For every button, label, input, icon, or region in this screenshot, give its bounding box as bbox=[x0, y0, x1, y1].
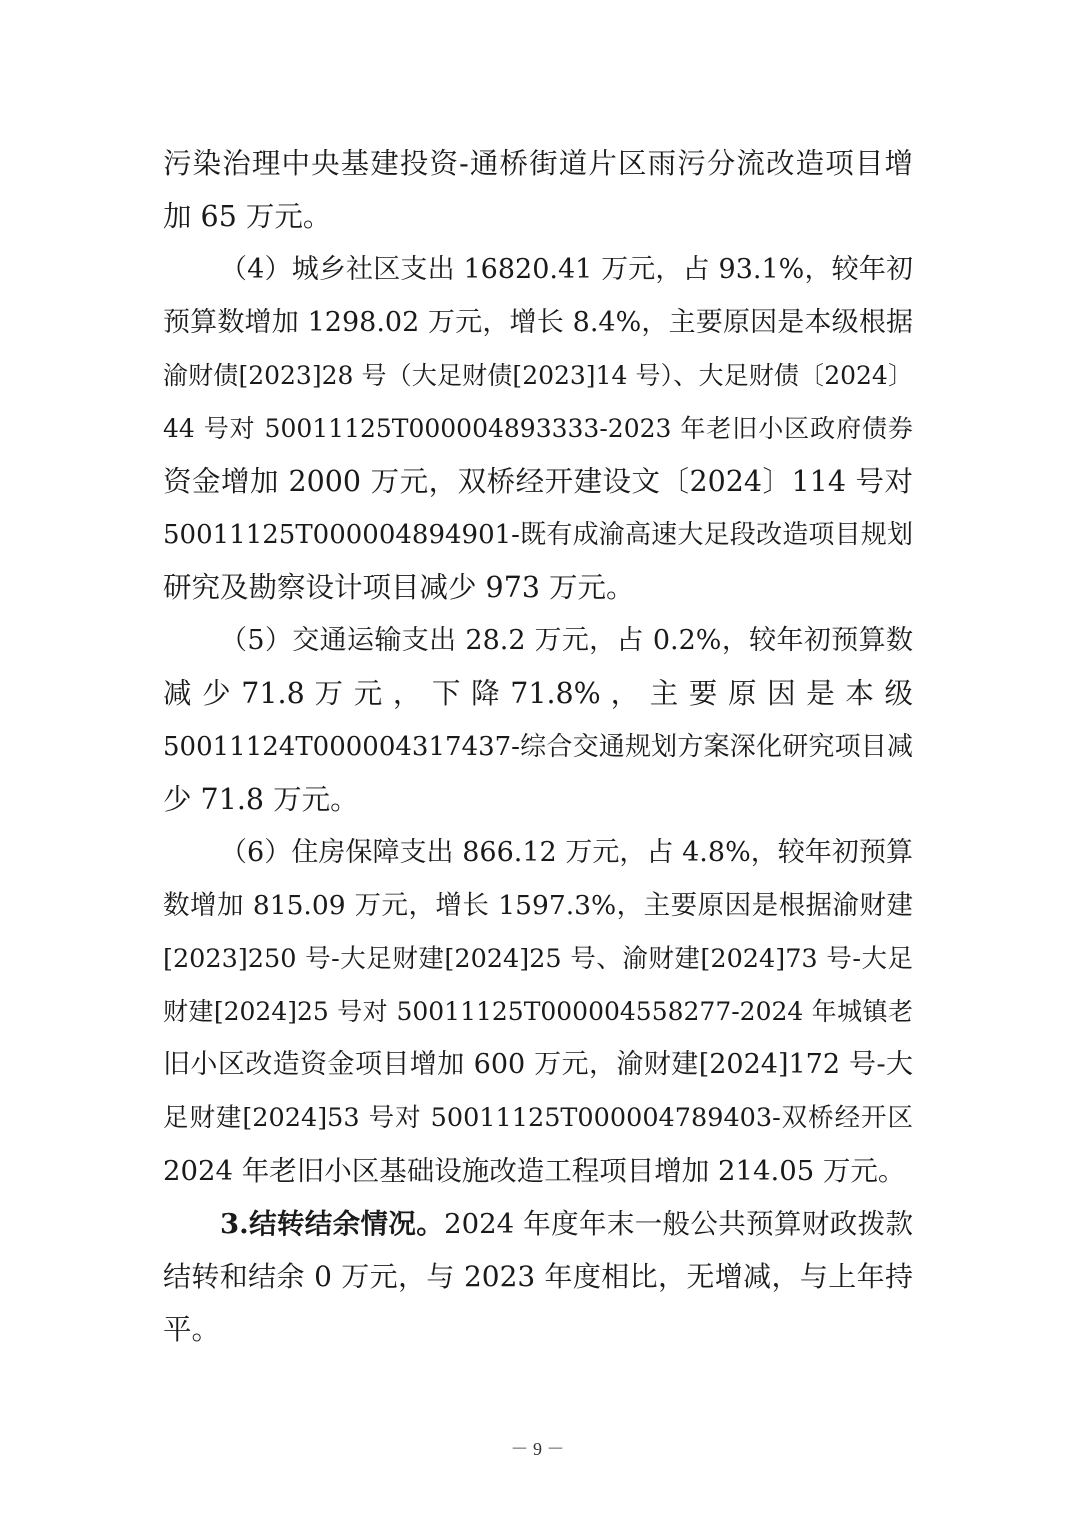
body-text-line: 污染治理中央基建投资-通桥街道片区雨污分流改造项目增 bbox=[163, 147, 913, 180]
body-text-line: 2024 年老旧小区基础设施改造工程项目增加 214.05 万元。 bbox=[163, 1155, 906, 1187]
body-text-line: 平。 bbox=[163, 1313, 221, 1346]
body-text-line: 50011125T000004894901-既有成渝高速大足段改造项目规划 bbox=[163, 520, 913, 550]
body-text-line: 少 71.8 万元。 bbox=[163, 783, 359, 816]
page-number: － 9 － bbox=[510, 1439, 565, 1459]
paragraph-5-first-line: （5）交通运输支出 28.2 万元，占 0.2%，较年初预算数 bbox=[220, 625, 913, 656]
body-text-line: 数增加 815.09 万元，增长 1597.3%，主要原因是根据渝财建 bbox=[163, 890, 913, 921]
body-text-line: 研究及勘察设计项目减少 973 万元。 bbox=[163, 571, 635, 604]
body-text-line: 44 号对 50011125T000004893333-2023 年老旧小区政府债券 bbox=[163, 414, 913, 443]
body-text-line: 旧小区改造资金项目增加 600 万元，渝财建[2024]172 号-大 bbox=[163, 1049, 913, 1080]
body-text-line: 50011124T000004317437-综合交通规划方案深化研究项目减 bbox=[163, 732, 913, 762]
body-text-line: 加 65 万元。 bbox=[163, 200, 332, 233]
body-text-line: 预算数增加 1298.02 万元，增长 8.4%，主要原因是本级根据 bbox=[163, 307, 913, 338]
body-text-line: 结转和结余 0 万元，与 2023 年度相比，无增减，与上年持 bbox=[163, 1260, 913, 1293]
body-text-line: 资金增加 2000 万元，双桥经开建设文〔2024〕114 号对 bbox=[163, 465, 913, 498]
section-3-text: 2024 年度年末一般公共预算财政拨款 bbox=[444, 1208, 913, 1240]
body-text-line: [2023]250 号-大足财建[2024]25 号、渝财建[2024]73 号-大足 bbox=[163, 944, 913, 974]
section-3-first-line bbox=[220, 1204, 913, 1244]
body-text-line: 减 少 71.8 万 元 ， 下 降 71.8% ， 主 要 原 因 是 本 级 bbox=[163, 677, 913, 710]
body-text-line: 足财建[2024]53 号对 50011125T000004789403-双桥经开区 bbox=[163, 1103, 913, 1133]
body-text-line: 渝财债[2023]28 号（大足财债[2023]14 号）、大足财债〔2024〕 bbox=[163, 361, 913, 390]
paragraph-6-first-line: （6）住房保障支出 866.12 万元，占 4.8%，较年初预算 bbox=[220, 837, 913, 868]
section-3-heading: 3.结转结余情况。 bbox=[220, 1208, 445, 1240]
body-text-line: 财建[2024]25 号对 50011125T000004558277-2024 年城镇老 bbox=[163, 997, 913, 1026]
paragraph-4-first-line: （4）城乡社区支出 16820.41 万元，占 93.1%，较年初 bbox=[220, 254, 913, 285]
